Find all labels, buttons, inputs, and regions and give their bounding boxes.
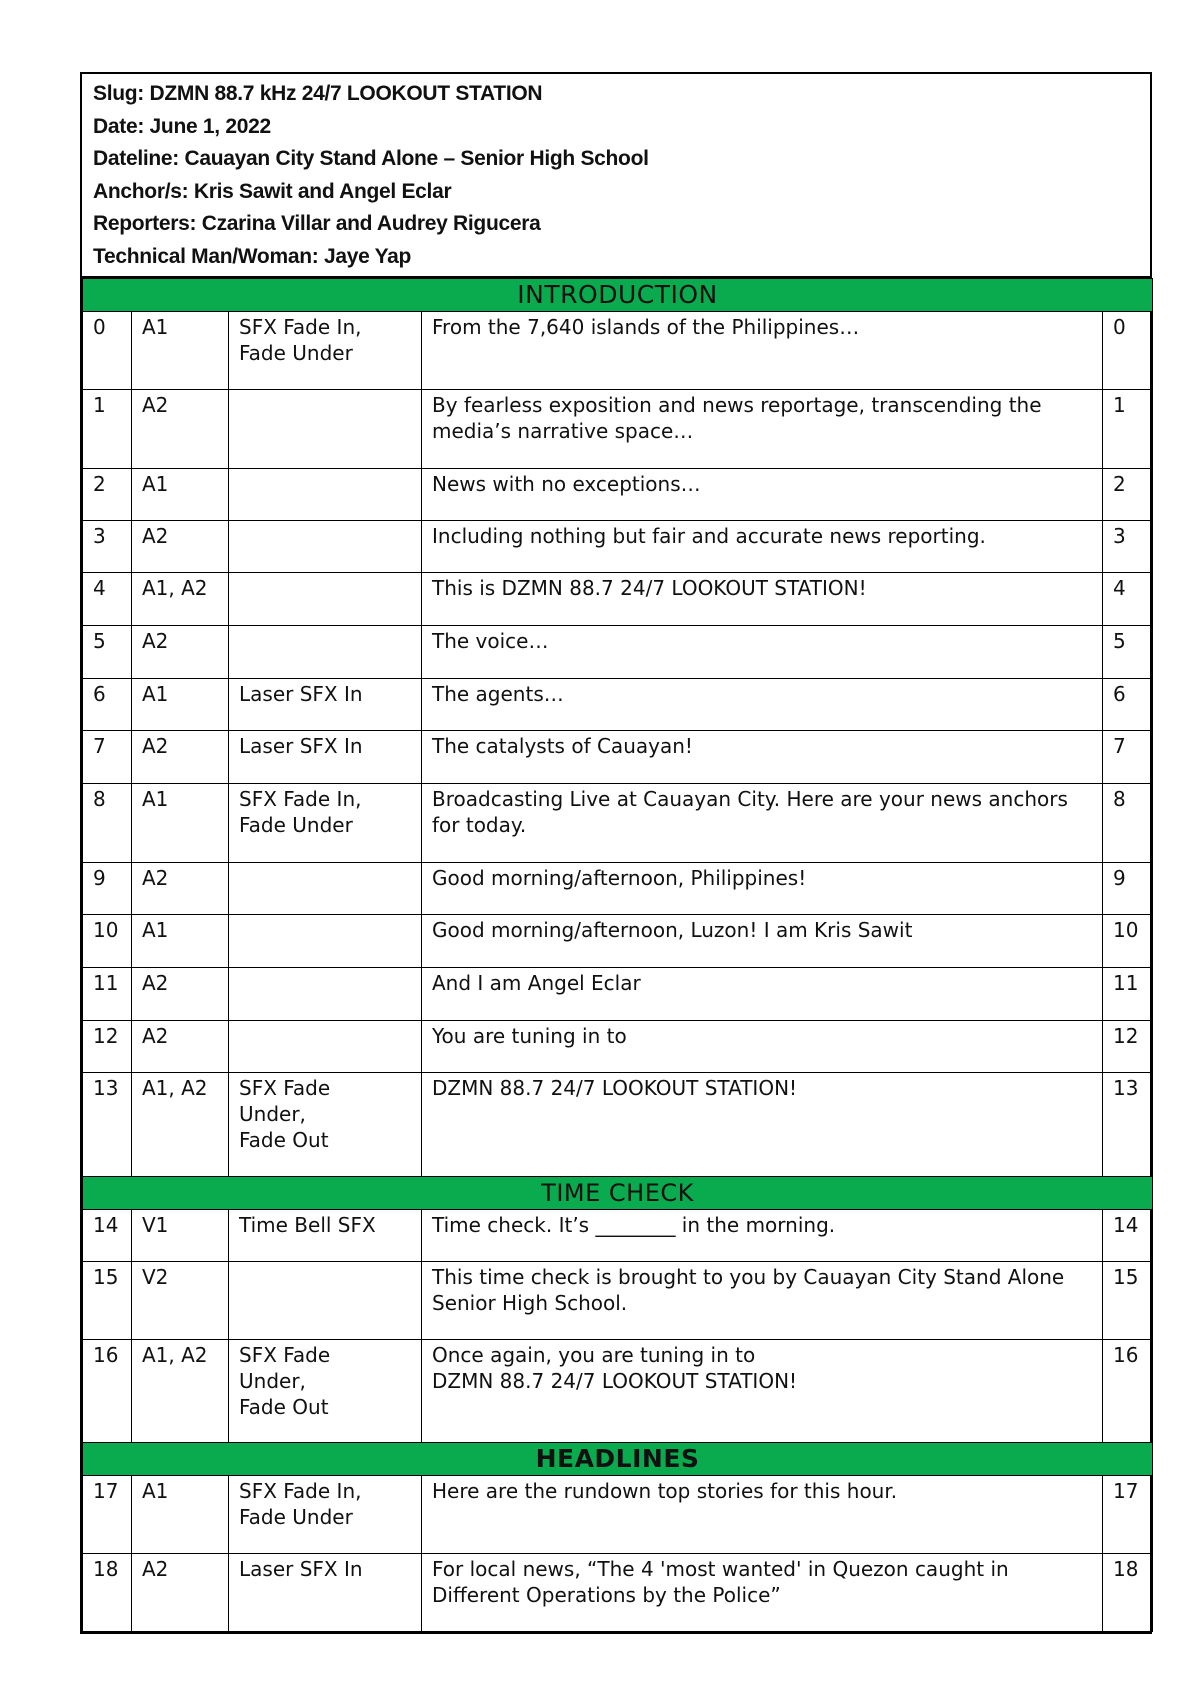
table-row <box>83 914 1153 967</box>
line-number: 1 <box>83 389 132 468</box>
script-cell: This time check is brought to you by Cauayan City Stand Alone Senior High School. <box>422 1261 1103 1339</box>
script-cell: News with no exceptions… <box>422 468 1103 520</box>
speaker-cell: A1 <box>132 311 229 389</box>
sfx-cell: Laser SFX In <box>229 730 422 783</box>
line-number-right: 16 <box>1103 1339 1153 1442</box>
line-number: 4 <box>83 572 132 625</box>
line-number: 0 <box>83 311 132 389</box>
sfx-cell <box>229 1261 422 1339</box>
speaker-cell: A2 <box>132 862 229 914</box>
script-cell: The catalysts of Cauayan! <box>422 730 1103 783</box>
sfx-cell <box>229 1020 422 1072</box>
line-number-right: 8 <box>1103 783 1153 862</box>
sfx-cell: Laser SFX In <box>229 1553 422 1631</box>
speaker-cell: A1 <box>132 1475 229 1553</box>
speaker-cell: A2 <box>132 1553 229 1631</box>
sfx-cell: SFX Fade In, Fade Under <box>229 783 422 862</box>
speaker-cell: A2 <box>132 1020 229 1072</box>
table-row <box>83 1072 1153 1176</box>
sfx-cell <box>229 625 422 678</box>
speaker-cell: A1, A2 <box>132 1339 229 1442</box>
table-row <box>83 678 1153 730</box>
sfx-cell: Laser SFX In <box>229 678 422 730</box>
section-title: INTRODUCTION <box>83 278 1153 311</box>
dateline-line: Dateline: Cauayan City Stand Alone – Senior High School <box>93 147 649 171</box>
reporters-line: Reporters: Czarina Villar and Audrey Rigucera <box>93 212 541 236</box>
sfx-cell: SFX Fade Under, Fade Out <box>229 1339 422 1442</box>
speaker-cell: A1 <box>132 783 229 862</box>
speaker-cell: A2 <box>132 730 229 783</box>
sfx-cell <box>229 967 422 1020</box>
technical-line: Technical Man/Woman: Jaye Yap <box>93 244 412 268</box>
table-row <box>83 520 1153 572</box>
sfx-cell <box>229 468 422 520</box>
script-cell: Broadcasting Live at Cauayan City. Here are your news anchors for today. <box>422 783 1103 862</box>
sfx-cell: SFX Fade In, Fade Under <box>229 311 422 389</box>
table-row <box>83 1209 1153 1261</box>
line-number-right: 10 <box>1103 914 1153 967</box>
sfx-cell: Time Bell SFX <box>229 1209 422 1261</box>
script-cell: Time check. It’s ________ in the morning. <box>422 1209 1103 1261</box>
line-number: 10 <box>83 914 132 967</box>
line-number-right: 11 <box>1103 967 1153 1020</box>
table-row <box>83 572 1153 625</box>
script-cell: By fearless exposition and news reportage, transcending the media’s narrative space… <box>422 389 1103 468</box>
date-line: Date: June 1, 2022 <box>93 114 271 138</box>
table-row <box>83 389 1153 468</box>
line-number-right: 6 <box>1103 678 1153 730</box>
speaker-cell: A1 <box>132 678 229 730</box>
script-cell: DZMN 88.7 24/7 LOOKOUT STATION! <box>422 1072 1103 1176</box>
script-cell: For local news, “The 4 'most wanted' in Quezon caught in Different Operations by the Police” <box>422 1553 1103 1631</box>
table-row <box>83 1261 1153 1339</box>
speaker-cell: A1, A2 <box>132 572 229 625</box>
line-number-right: 4 <box>1103 572 1153 625</box>
line-number-right: 12 <box>1103 1020 1153 1072</box>
line-number: 9 <box>83 862 132 914</box>
line-number-right: 17 <box>1103 1475 1153 1553</box>
script-cell: Good morning/afternoon, Philippines! <box>422 862 1103 914</box>
script-cell: The voice… <box>422 625 1103 678</box>
script-cell: This is DZMN 88.7 24/7 LOOKOUT STATION! <box>422 572 1103 625</box>
line-number-right: 13 <box>1103 1072 1153 1176</box>
line-number: 17 <box>83 1475 132 1553</box>
script-table <box>82 278 1153 1632</box>
speaker-cell: V1 <box>132 1209 229 1261</box>
table-row <box>83 1020 1153 1072</box>
sfx-cell: SFX Fade In, Fade Under <box>229 1475 422 1553</box>
speaker-cell: A2 <box>132 389 229 468</box>
script-header <box>82 74 1150 278</box>
section-header-row <box>83 1176 1153 1209</box>
sfx-cell: SFX Fade Under, Fade Out <box>229 1072 422 1176</box>
script-cell: Here are the rundown top stories for this hour. <box>422 1475 1103 1553</box>
script-cell: You are tuning in to <box>422 1020 1103 1072</box>
line-number: 13 <box>83 1072 132 1176</box>
line-number-right: 18 <box>1103 1553 1153 1631</box>
line-number-right: 0 <box>1103 311 1153 389</box>
line-number-right: 2 <box>1103 468 1153 520</box>
line-number-right: 9 <box>1103 862 1153 914</box>
line-number-right: 5 <box>1103 625 1153 678</box>
table-row <box>83 783 1153 862</box>
slug-line: Slug: DZMN 88.7 kHz 24/7 LOOKOUT STATION <box>93 82 543 105</box>
sfx-cell <box>229 520 422 572</box>
line-number: 15 <box>83 1261 132 1339</box>
line-number-right: 7 <box>1103 730 1153 783</box>
table-row <box>83 1339 1153 1442</box>
script-cell: Good morning/afternoon, Luzon! I am Kris Sawit <box>422 914 1103 967</box>
table-row <box>83 967 1153 1020</box>
line-number-right: 14 <box>1103 1209 1153 1261</box>
sfx-cell <box>229 572 422 625</box>
sfx-cell <box>229 914 422 967</box>
script-cell: Including nothing but fair and accurate news reporting. <box>422 520 1103 572</box>
speaker-cell: A2 <box>132 967 229 1020</box>
section-title: TIME CHECK <box>83 1176 1153 1209</box>
table-row <box>83 311 1153 389</box>
script-document <box>80 72 1152 1634</box>
section-title: HEADLINES <box>83 1442 1153 1475</box>
speaker-cell: A2 <box>132 625 229 678</box>
speaker-cell: A1 <box>132 468 229 520</box>
line-number: 12 <box>83 1020 132 1072</box>
script-cell: Once again, you are tuning in to DZMN 88.7 24/7 LOOKOUT STATION! <box>422 1339 1103 1442</box>
line-number: 6 <box>83 678 132 730</box>
line-number: 8 <box>83 783 132 862</box>
script-cell: And I am Angel Eclar <box>422 967 1103 1020</box>
sfx-cell <box>229 389 422 468</box>
speaker-cell: A2 <box>132 520 229 572</box>
anchors-line: Anchor/s: Kris Sawit and Angel Eclar <box>93 179 452 203</box>
line-number-right: 15 <box>1103 1261 1153 1339</box>
speaker-cell: V2 <box>132 1261 229 1339</box>
table-row <box>83 1475 1153 1553</box>
table-row <box>83 625 1153 678</box>
speaker-cell: A1 <box>132 914 229 967</box>
line-number: 18 <box>83 1553 132 1631</box>
line-number: 11 <box>83 967 132 1020</box>
line-number-right: 3 <box>1103 520 1153 572</box>
table-row <box>83 468 1153 520</box>
script-cell: The agents… <box>422 678 1103 730</box>
script-cell: From the 7,640 islands of the Philippines… <box>422 311 1103 389</box>
line-number-right: 1 <box>1103 389 1153 468</box>
table-row <box>83 1553 1153 1631</box>
section-header-row <box>83 278 1153 311</box>
sfx-cell <box>229 862 422 914</box>
line-number: 14 <box>83 1209 132 1261</box>
line-number: 2 <box>83 468 132 520</box>
table-row <box>83 862 1153 914</box>
table-row <box>83 730 1153 783</box>
section-header-row <box>83 1442 1153 1475</box>
line-number: 7 <box>83 730 132 783</box>
line-number: 16 <box>83 1339 132 1442</box>
line-number: 3 <box>83 520 132 572</box>
line-number: 5 <box>83 625 132 678</box>
speaker-cell: A1, A2 <box>132 1072 229 1176</box>
